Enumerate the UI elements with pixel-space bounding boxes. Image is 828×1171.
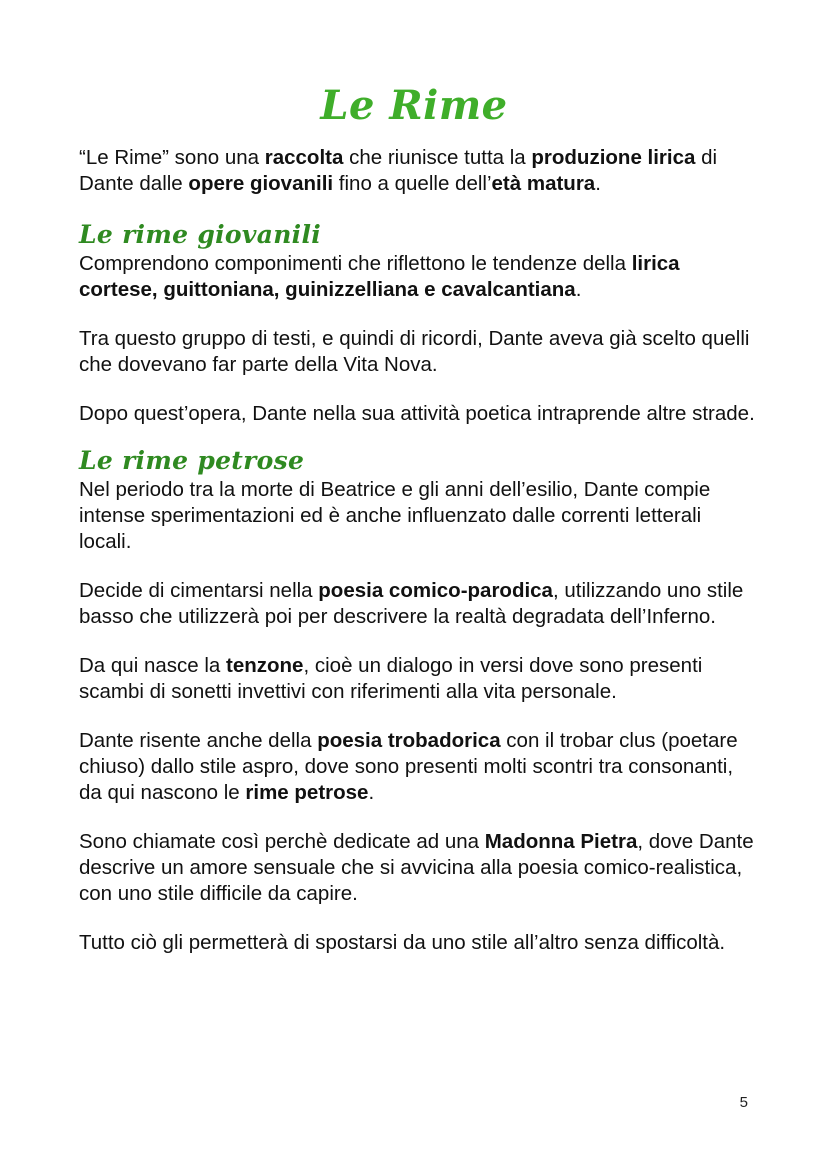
document-body bbox=[79, 145, 759, 979]
text-run: . bbox=[368, 781, 375, 804]
text-run: Decide di cimentarsi nella bbox=[79, 579, 319, 602]
petrose-paragraph-1: Nel periodo tra la morte di Beatrice e gli anni dell’esilio, Dante compie intense sperimentazioni ed è anche influenzato dalle correnti letterali locali. bbox=[79, 478, 711, 553]
giovanili-paragraph-3: Dopo quest’opera, Dante nella sua attività poetica intraprende altre strade. bbox=[79, 402, 755, 425]
text-run: Da qui nasce la bbox=[79, 654, 227, 677]
text-run: Comprendono componimenti che riflettono le tendenze della bbox=[79, 252, 632, 275]
page-title: Le Rime bbox=[320, 82, 508, 129]
intro-paragraph bbox=[79, 145, 759, 197]
text-run: Sono chiamate così perchè dedicate ad una bbox=[79, 830, 485, 853]
text-run: “Le Rime” sono una bbox=[79, 146, 265, 169]
bold-run: produzione lirica bbox=[531, 146, 696, 169]
bold-run: raccolta bbox=[264, 146, 344, 169]
giovanili-paragraph-1 bbox=[79, 251, 759, 303]
bold-run: età matura bbox=[491, 172, 596, 195]
text-run: fino a quelle dell’ bbox=[333, 172, 492, 195]
section-heading-petrose: Le rime petrose bbox=[79, 446, 305, 475]
text-run: , cioè un dialogo in versi dove sono presenti scambi di sonetti invettivi con riferimenti alla vita personale. bbox=[79, 654, 703, 703]
text-run: . bbox=[595, 172, 601, 195]
petrose-paragraph-6: Tutto ciò gli permetterà di spostarsi da uno stile all’altro senza difficoltà. bbox=[79, 931, 726, 954]
bold-run: rime petrose bbox=[245, 781, 369, 804]
petrose-paragraph-3 bbox=[79, 653, 759, 705]
petrose-paragraph-5 bbox=[79, 829, 759, 907]
bold-run: opere giovanili bbox=[188, 172, 334, 195]
bold-run: lirica cortese, guittoniana, guinizzelliana e cavalcantiana bbox=[79, 252, 680, 301]
text-run: di Dante dalle bbox=[79, 146, 718, 195]
giovanili-paragraph-2: Tra questo gruppo di testi, e quindi di ricordi, Dante aveva già scelto quelli che dovevano far parte della Vita Nova. bbox=[79, 327, 750, 376]
petrose-paragraph-4 bbox=[79, 728, 759, 806]
text-run: con il trobar clus (poetare chiuso) dallo stile aspro, dove sono presenti molti scontri tra consonanti, da qui nascono le bbox=[79, 729, 738, 804]
bold-run: Madonna Pietra bbox=[484, 830, 638, 853]
page-number: 5 bbox=[739, 1094, 748, 1111]
bold-run: tenzone bbox=[226, 654, 304, 677]
text-run: . bbox=[575, 278, 582, 301]
bold-run: poesia comico-parodica bbox=[318, 579, 553, 602]
text-run: , dove Dante descrive un amore sensuale che si avvicina alla poesia comico-realistica, con uno stile difficile da capire. bbox=[79, 830, 754, 905]
petrose-paragraph-2 bbox=[79, 578, 759, 630]
text-run: , utilizzando uno stile basso che utilizzerà poi per descrivere la realtà degradata dell’Inferno. bbox=[79, 579, 744, 628]
bold-run: poesia trobadorica bbox=[317, 729, 501, 752]
section-heading-giovanili: Le rime giovanili bbox=[79, 220, 322, 249]
text-run: Dante risente anche della bbox=[79, 729, 318, 752]
text-run: che riunisce tutta la bbox=[343, 146, 532, 169]
